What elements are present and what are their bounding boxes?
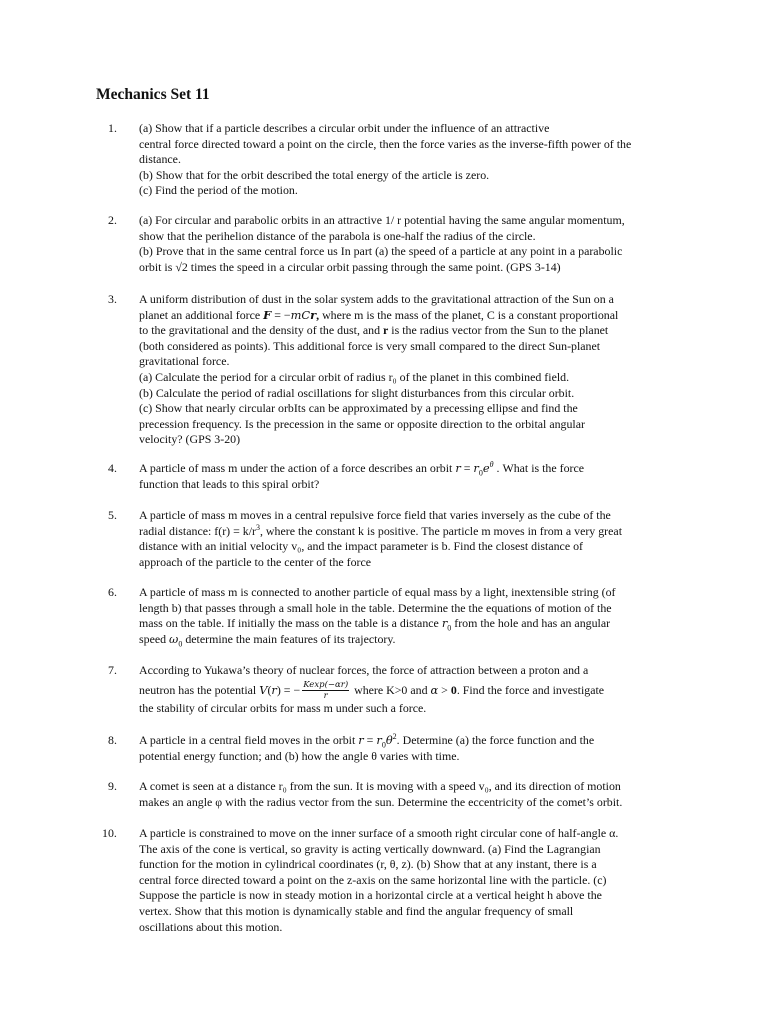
- problem-line: length b) that passes through a small hole in the table. Determine the the equations of motion of the: [139, 600, 612, 615]
- problem-number: 10.: [102, 826, 117, 840]
- problem-line: (a) Calculate the period for a circular orbit of radius r₀ of the planet in this combined field.: [139, 369, 570, 384]
- problem-line: A particle is constrained to move on the inner surface of a smooth right circular cone of half-angle α.: [139, 826, 619, 840]
- problem-line: (b) Prove that in the same central force us In part (a) the speed of a particle at any point in a parabolic: [139, 244, 623, 259]
- problem-line: oscillations about this motion.: [139, 919, 283, 934]
- problem-line: A particle in a central field moves in the orbit $r = r_0\theta^2$. Determine (a) the force function and the: [139, 732, 595, 750]
- problem-line: gravitational force.: [139, 354, 230, 369]
- problem-line: function that leads to this spiral orbit?: [139, 476, 320, 491]
- problem-number: 7.: [108, 663, 117, 677]
- problem-line: to the gravitational and the density of the dust, and r is the radius vector from the Sun to the planet: [139, 323, 609, 338]
- problem-text: [139, 292, 691, 448]
- problem-text: [139, 663, 691, 717]
- problem-line: approach of the particle to the center of the force: [139, 554, 372, 569]
- problem-line: (c) Show that nearly circular orbIts can be approximated by a precessing ellipse and find the: [139, 401, 578, 416]
- problem-line: the stability of circular orbits for mass m under such a force.: [139, 701, 427, 716]
- problem-text: [139, 508, 691, 570]
- problem-line: (b) Calculate the period of radial oscillations for slight disturbances from this circular orbit.: [139, 385, 575, 400]
- problem-line: function for the motion in cylindrical coordinates (r, θ, z). (b) Show that at any instant, there is a: [139, 857, 597, 872]
- problem-text: [139, 121, 691, 199]
- problem-number: 5.: [108, 508, 117, 522]
- problem-line: distance with an initial velocity v₀, and the impact parameter is b. Find the closest distance of: [139, 539, 583, 554]
- problem-line: A comet is seen at a distance r₀ from the sun. It is moving with a speed v₀, and its direction of motion: [139, 779, 621, 793]
- problem-line: (both considered as points). This additional force is very small compared to the direct Sun-planet: [139, 338, 601, 353]
- problem-line: precession frequency. Is the precession in the same or opposite direction to the orbital angular: [139, 416, 585, 431]
- problem-line: speed $\omega_0$ determine the main features of its trajectory.: [139, 631, 396, 649]
- problem-line: makes an angle φ with the radius vector from the sun. Determine the eccentricity of the comet’s orbit.: [139, 794, 623, 809]
- problem-line: The axis of the cone is vertical, so gravity is acting vertically downward. (a) Find the Lagrangian: [139, 841, 601, 856]
- problem-text: [139, 461, 691, 492]
- problem-line: velocity? (GPS 3-20): [139, 432, 241, 447]
- problem-line: A particle of mass m is connected to another particle of equal mass by a light, inextensible string (of: [139, 585, 616, 599]
- problem-number: 4.: [108, 461, 117, 475]
- problem-line: planet an additional force F = −mCr, where m is the mass of the planet, C is a constant proportional: [139, 307, 619, 322]
- problem-line: (a) For circular and parabolic orbits in an attractive 1/ r potential having the same angular momentum,: [139, 213, 625, 227]
- problem-number: 3.: [108, 292, 117, 306]
- problem-line: A particle of mass m under the action of a force describes an orbit $r = r_0e^\theta$ . What is the force: [139, 460, 585, 478]
- problem-line: distance.: [139, 152, 181, 167]
- document-title: Mechanics Set 11: [96, 86, 210, 103]
- problem-text: [139, 585, 691, 647]
- problem-number: 1.: [108, 121, 117, 135]
- problem-line: show that the perihelion distance of the parabola is one-half the radius of the circle.: [139, 228, 536, 243]
- problem-number: 9.: [108, 779, 117, 793]
- problem-line: According to Yukawa’s theory of nuclear forces, the force of attraction between a proton and a: [139, 663, 589, 677]
- problem-line: (a) Show that if a particle describes a circular orbit under the influence of an attractive: [139, 121, 550, 135]
- problem-number: 6.: [108, 585, 117, 599]
- problem-line: radial distance: $f(r) = k/r^3$, where the constant k is positive. The particle m moves in from a very great: [139, 522, 622, 538]
- problem-line: A uniform distribution of dust in the solar system adds to the gravitational attraction of the Sun on a: [139, 292, 614, 306]
- problem-text: [139, 779, 691, 810]
- problem-line: central force directed toward a point on the z-axis on the same horizontal line with the particle. (c): [139, 872, 607, 887]
- problem-text: [139, 826, 691, 935]
- problem-line: neutron has the potential V(r) = − $\frac{Kexp(-\alpha r)}{r}$ where K>0 and α > 0. Find the force and investigate: [139, 680, 605, 702]
- problem-number: 2.: [108, 213, 117, 227]
- problem-text: [139, 213, 691, 275]
- problem-text: [139, 733, 691, 764]
- problem-number: 8.: [108, 733, 117, 747]
- problem-line: Suppose the particle is now in steady motion in a horizontal circle at a vertical height h above the: [139, 888, 602, 903]
- problem-line: A particle of mass m moves in a central repulsive force field that varies inversely as the cube of the: [139, 508, 611, 522]
- problem-line: mass on the table. If initially the mass on the table is a distance $r_0$ from the hole and has an angular: [139, 616, 611, 633]
- problem-line: potential energy function; and (b) how the angle θ varies with time.: [139, 748, 460, 763]
- problem-line: central force directed toward a point on the circle, then the force varies as the inverse-fifth power of the: [139, 136, 632, 151]
- problem-line: vertex. Show that this motion is dynamically stable and find the angular frequency of small: [139, 903, 574, 918]
- problem-line: orbit is √2 times the speed in a circular orbit passing through the same point. (GPS 3-14): [139, 259, 561, 274]
- problem-line: (c) Find the period of the motion.: [139, 183, 298, 198]
- problem-line: (b) Show that for the orbit described the total energy of the article is zero.: [139, 167, 490, 182]
